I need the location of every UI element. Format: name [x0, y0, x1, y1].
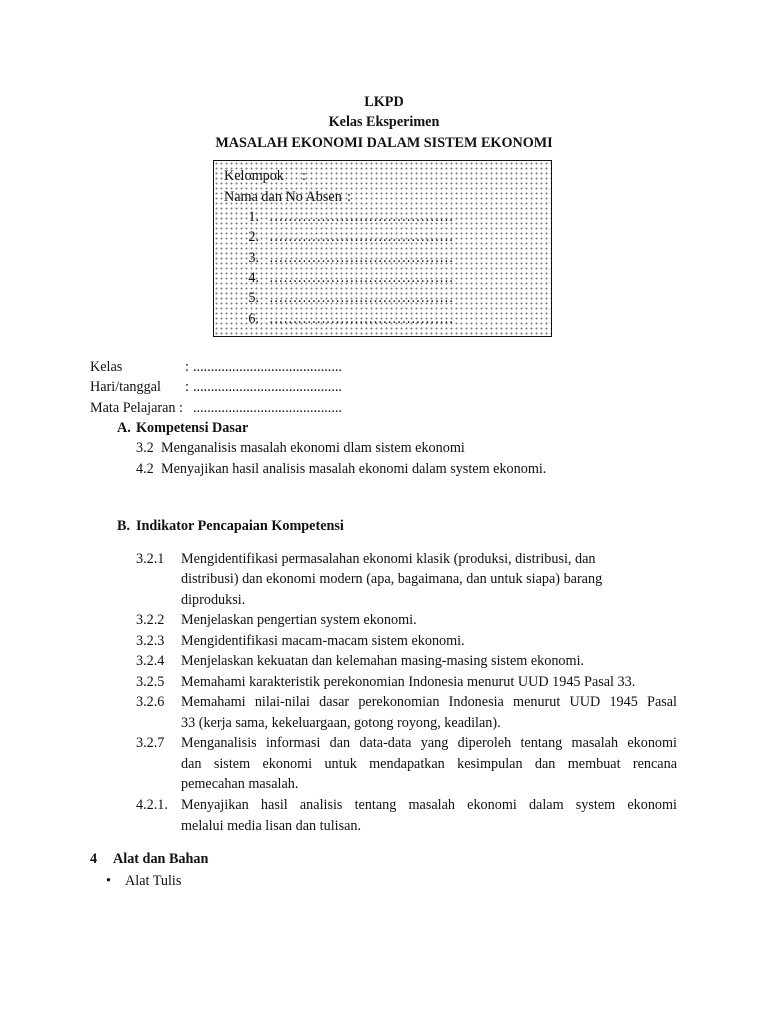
- field-colon: :: [179, 400, 183, 416]
- field-colon: :: [185, 359, 189, 375]
- indicator-line: distribusi) dan ekonomi modern (apa, bagaimana, dan untuk siapa) barang: [181, 571, 603, 587]
- section-4-number: 4: [90, 851, 98, 867]
- bullet-icon: •: [106, 873, 111, 889]
- indicator-number: 3.2.2: [136, 612, 165, 628]
- group-info-box: [213, 160, 552, 337]
- kd-number: 3.2: [136, 440, 154, 456]
- indicator-line: Mengidentifikasi macam-macam sistem ekonomi.: [181, 633, 465, 649]
- member-number: 3.: [248, 250, 259, 266]
- member-blank: …………………………………: [269, 250, 454, 266]
- field-value-kelas: ..........................................: [193, 359, 342, 375]
- indicator-line: Menyajikan hasil analisis tentang masalah ekonomi dalam system ekonomi: [181, 797, 677, 813]
- indicator-number: 3.2.5: [136, 674, 165, 690]
- member-blank: …………………………………: [269, 229, 454, 245]
- kd-text: Menganalisis masalah ekonomi dlam sistem ekonomi: [161, 440, 465, 456]
- kd-number: 4.2: [136, 461, 154, 477]
- member-number: 4.: [248, 270, 259, 286]
- member-blank: …………………………………: [269, 290, 454, 306]
- document-title: LKPD: [364, 94, 404, 110]
- indicator-line: Menjelaskan kekuatan dan kelemahan masing-masing sistem ekonomi.: [181, 653, 585, 669]
- field-label-kelas: Kelas: [90, 359, 123, 375]
- indicator-line: melalui media lisan dan tulisan.: [181, 818, 362, 834]
- indicator-line: pemecahan masalah.: [181, 776, 299, 792]
- kd-text: Menyajikan hasil analisis masalah ekonomi dalam system ekonomi.: [161, 461, 547, 477]
- indicator-number: 3.2.4: [136, 653, 165, 669]
- document-topic: MASALAH EKONOMI DALAM SISTEM EKONOMI: [215, 135, 553, 151]
- section-4-title: Alat dan Bahan: [113, 851, 209, 867]
- nama-label: Nama dan No Absen: [224, 189, 342, 205]
- kelompok-label: Kelompok: [224, 168, 284, 184]
- kelompok-colon: :: [302, 168, 306, 184]
- indicator-line: Menganalisis informasi dan data-data yang diperoleh tentang masalah ekonomi: [181, 735, 677, 751]
- member-blank: …………………………………: [269, 311, 454, 327]
- indicator-number: 3.2.1: [136, 551, 165, 567]
- list-item: Alat Tulis: [125, 873, 182, 889]
- member-blank: …………………………………: [269, 270, 454, 286]
- indicator-number: 4.2.1.: [136, 797, 168, 813]
- document-subtitle: Kelas Eksperimen: [328, 114, 440, 130]
- section-b-title: Indikator Pencapaian Kompetensi: [136, 518, 344, 534]
- field-value-hari-tanggal: ..........................................: [193, 379, 342, 395]
- section-b-letter: B.: [117, 518, 131, 534]
- indicator-number: 3.2.6: [136, 694, 165, 710]
- section-a-title: Kompetensi Dasar: [136, 420, 249, 436]
- member-number: 2.: [248, 229, 259, 245]
- indicator-line: dan sistem ekonomi untuk mendapatkan kesimpulan dan membuat rencana: [181, 756, 677, 772]
- nama-colon: :: [347, 189, 351, 205]
- member-number: 1.: [248, 209, 259, 225]
- section-a-letter: A.: [117, 420, 131, 436]
- indicator-number: 3.2.7: [136, 735, 165, 751]
- field-value-mata-pelajaran: ..........................................: [193, 400, 342, 416]
- indicator-number: 3.2.3: [136, 633, 165, 649]
- indicator-line: Mengidentifikasi permasalahan ekonomi klasik (produksi, distribusi, dan: [181, 551, 596, 567]
- indicator-line: 33 (kerja sama, kekeluargaan, gotong royong, keadilan).: [181, 715, 501, 731]
- indicator-line: diproduksi.: [181, 592, 246, 608]
- field-label-hari-tanggal: Hari/tanggal: [90, 379, 161, 395]
- field-label-mata-pelajaran: Mata Pelajaran: [90, 400, 176, 416]
- member-number: 6.: [248, 311, 259, 327]
- indicator-line: Memahami nilai-nilai dasar perekonomian Indonesia menurut UUD 1945 Pasal: [181, 694, 677, 710]
- member-number: 5.: [248, 290, 259, 306]
- indicator-line: Memahami karakteristik perekonomian Indonesia menurut UUD 1945 Pasal 33.: [181, 674, 636, 690]
- member-blank: …………………………………: [269, 209, 454, 225]
- indicator-line: Menjelaskan pengertian system ekonomi.: [181, 612, 417, 628]
- field-colon: :: [185, 379, 189, 395]
